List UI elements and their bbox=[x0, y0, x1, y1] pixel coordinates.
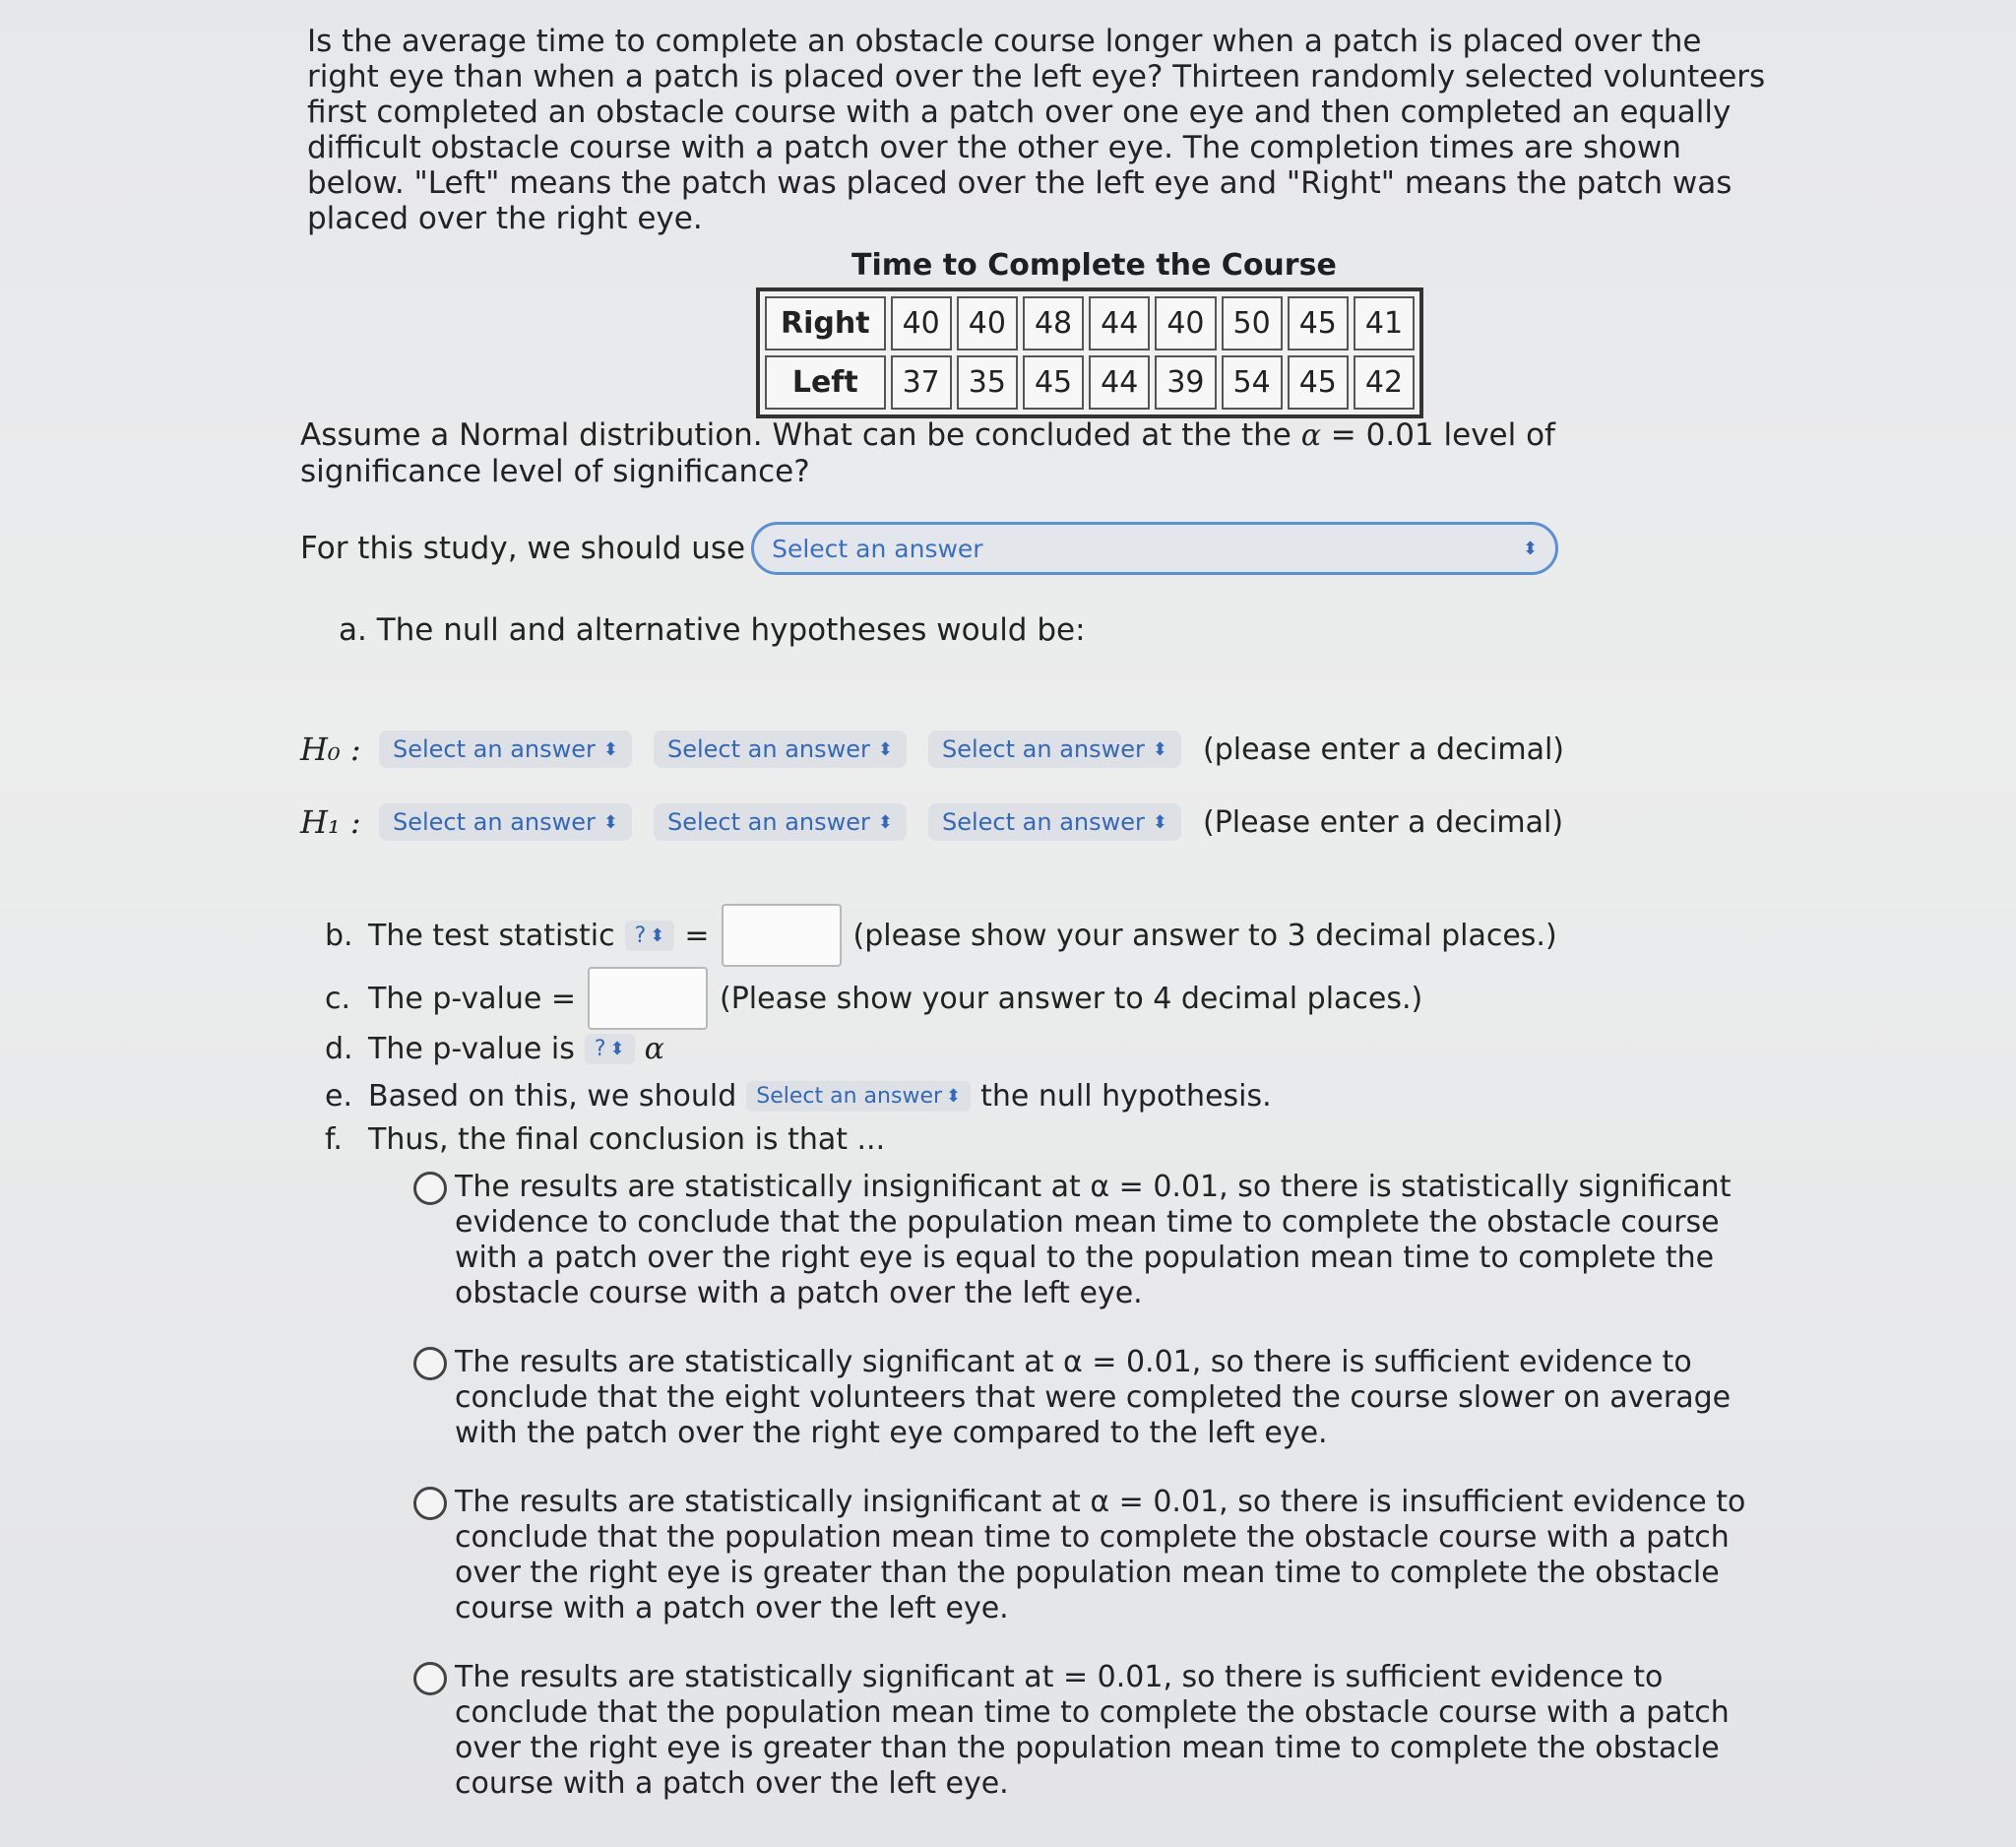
table-cell: 44 bbox=[1089, 355, 1150, 410]
table-cell: 48 bbox=[1023, 296, 1084, 350]
part-b-row: b. The test statistic ? ⬍ = (please show your answer to 3 decimal places.) bbox=[325, 904, 1557, 967]
chevron-updown-icon: ⬍ bbox=[602, 738, 618, 760]
decision-select[interactable]: Select an answer ⬍ bbox=[746, 1081, 971, 1112]
null-hypothesis-row bbox=[300, 731, 1564, 768]
h1-operator-select[interactable]: Select an answer ⬍ bbox=[654, 803, 907, 841]
p-value-comparison-select[interactable]: ? ⬍ bbox=[585, 1034, 635, 1064]
part-e-row: e. Based on this, we should Select an answer ⬍ the null hypothesis. bbox=[325, 1079, 1272, 1114]
table-cell: 45 bbox=[1288, 296, 1349, 350]
part-c-note: (Please show your answer to 4 decimal places.) bbox=[720, 981, 1423, 1016]
table-cell: 44 bbox=[1089, 296, 1150, 350]
assumption-text: Assume a Normal distribution. What can be concluded at the the α = 0.01 level of significance level of significance? bbox=[300, 417, 1555, 489]
problem-statement: Is the average time to complete an obstacle course longer when a patch is placed over the right eye than when a patch is placed over the left eye? Thirteen randomly selected volunteers first completed an obstacle course with a patch over one eye and then completed an equally difficult obstacle course with a patch over the other eye. The completion times are shown below. "Left" means the patch was placed over the left eye and "Right" means the patch was placed over the right eye. bbox=[307, 24, 1766, 236]
alternative-hypothesis-row bbox=[300, 803, 1563, 841]
part-d-row: d. The p-value is ? ⬍ α bbox=[325, 1032, 664, 1066]
h0-note: (please enter a decimal) bbox=[1203, 732, 1565, 767]
chevron-updown-icon: ⬍ bbox=[609, 1039, 625, 1059]
conclusion-option[interactable]: The results are statistically significant at = 0.01, so there is sufficient evidence to conclude that the population mean time to complete the obstacle course with a patch over the right eye is greater than the population mean time to complete the obstacle course with a patch over the left eye. bbox=[413, 1660, 1762, 1802]
radio-button[interactable] bbox=[413, 1347, 447, 1380]
radio-button[interactable] bbox=[413, 1172, 447, 1205]
h0-operator-select[interactable]: Select an answer ⬍ bbox=[654, 731, 907, 768]
table-cell: 42 bbox=[1354, 355, 1415, 410]
conclusion-option[interactable]: The results are statistically insignificant at α = 0.01, so there is insufficient evidence to conclude that the population mean time to complete the obstacle course with a patch over the right eye is greater than the population mean time to complete the obstacle course with a patch over the left eye. bbox=[413, 1485, 1762, 1626]
p-value-input[interactable] bbox=[588, 967, 708, 1030]
chevron-updown-icon: ⬍ bbox=[650, 924, 665, 946]
radio-button[interactable] bbox=[413, 1662, 447, 1695]
h1-parameter-select[interactable]: Select an answer ⬍ bbox=[379, 803, 632, 841]
row-label: Right bbox=[765, 296, 886, 350]
chevron-updown-icon: ⬍ bbox=[877, 738, 893, 760]
part-a-label: a. The null and alternative hypotheses would be: bbox=[339, 612, 1086, 648]
table-cell: 40 bbox=[957, 296, 1018, 350]
table-cell: 39 bbox=[1155, 355, 1216, 410]
table-row-left bbox=[765, 355, 1415, 410]
part-b-note: (please show your answer to 3 decimal places.) bbox=[852, 918, 1557, 953]
table-title: Time to Complete the Course bbox=[851, 248, 1337, 283]
table-cell: 40 bbox=[891, 296, 952, 350]
h1-label: H₁ : bbox=[300, 803, 361, 841]
table-cell: 40 bbox=[1155, 296, 1216, 350]
row-label: Left bbox=[765, 355, 886, 410]
test-statistic-select[interactable]: ? ⬍ bbox=[625, 921, 675, 951]
table-row-right bbox=[765, 296, 1415, 350]
part-f-row: f. Thus, the final conclusion is that ... bbox=[325, 1122, 886, 1157]
h1-note: (Please enter a decimal) bbox=[1203, 804, 1564, 840]
conclusion-options bbox=[413, 1170, 1762, 1835]
h0-label: H₀ : bbox=[300, 731, 361, 768]
table-cell: 54 bbox=[1222, 355, 1283, 410]
h0-value-select[interactable]: Select an answer ⬍ bbox=[928, 731, 1181, 768]
chevron-updown-icon: ⬍ bbox=[946, 1086, 962, 1107]
conclusion-option[interactable]: The results are statistically insignificant at α = 0.01, so there is statistically significant evidence to conclude that the population mean time to complete the obstacle course with a patch over the right eye is equal to the population mean time to complete the obstacle course with a patch over the left eye. bbox=[413, 1170, 1762, 1311]
part-c-row: c. The p-value = (Please show your answer to 4 decimal places.) bbox=[325, 967, 1422, 1030]
study-design-row bbox=[300, 522, 1558, 575]
table-cell: 37 bbox=[891, 355, 952, 410]
chevron-updown-icon: ⬍ bbox=[602, 811, 618, 833]
completion-times-table bbox=[756, 287, 1423, 418]
table-cell: 45 bbox=[1288, 355, 1349, 410]
h0-parameter-select[interactable]: Select an answer ⬍ bbox=[379, 731, 632, 768]
study-label: For this study, we should use bbox=[300, 531, 746, 566]
chevron-updown-icon: ⬍ bbox=[1152, 811, 1167, 833]
study-design-select[interactable]: Select an answer ⬍ bbox=[751, 522, 1558, 575]
radio-button[interactable] bbox=[413, 1487, 447, 1520]
table-cell: 35 bbox=[957, 355, 1018, 410]
table-cell: 45 bbox=[1023, 355, 1084, 410]
chevron-updown-icon: ⬍ bbox=[877, 811, 893, 833]
h1-value-select[interactable]: Select an answer ⬍ bbox=[928, 803, 1181, 841]
table-cell: 41 bbox=[1354, 296, 1415, 350]
chevron-updown-icon: ⬍ bbox=[1523, 538, 1539, 559]
test-statistic-input[interactable] bbox=[722, 904, 842, 967]
chevron-updown-icon: ⬍ bbox=[1152, 738, 1167, 760]
table-cell: 50 bbox=[1222, 296, 1283, 350]
conclusion-option[interactable]: The results are statistically significant at α = 0.01, so there is sufficient evidence to conclude that the eight volunteers that were completed the course slower on average with the patch over the right eye compared to the left eye. bbox=[413, 1345, 1762, 1451]
